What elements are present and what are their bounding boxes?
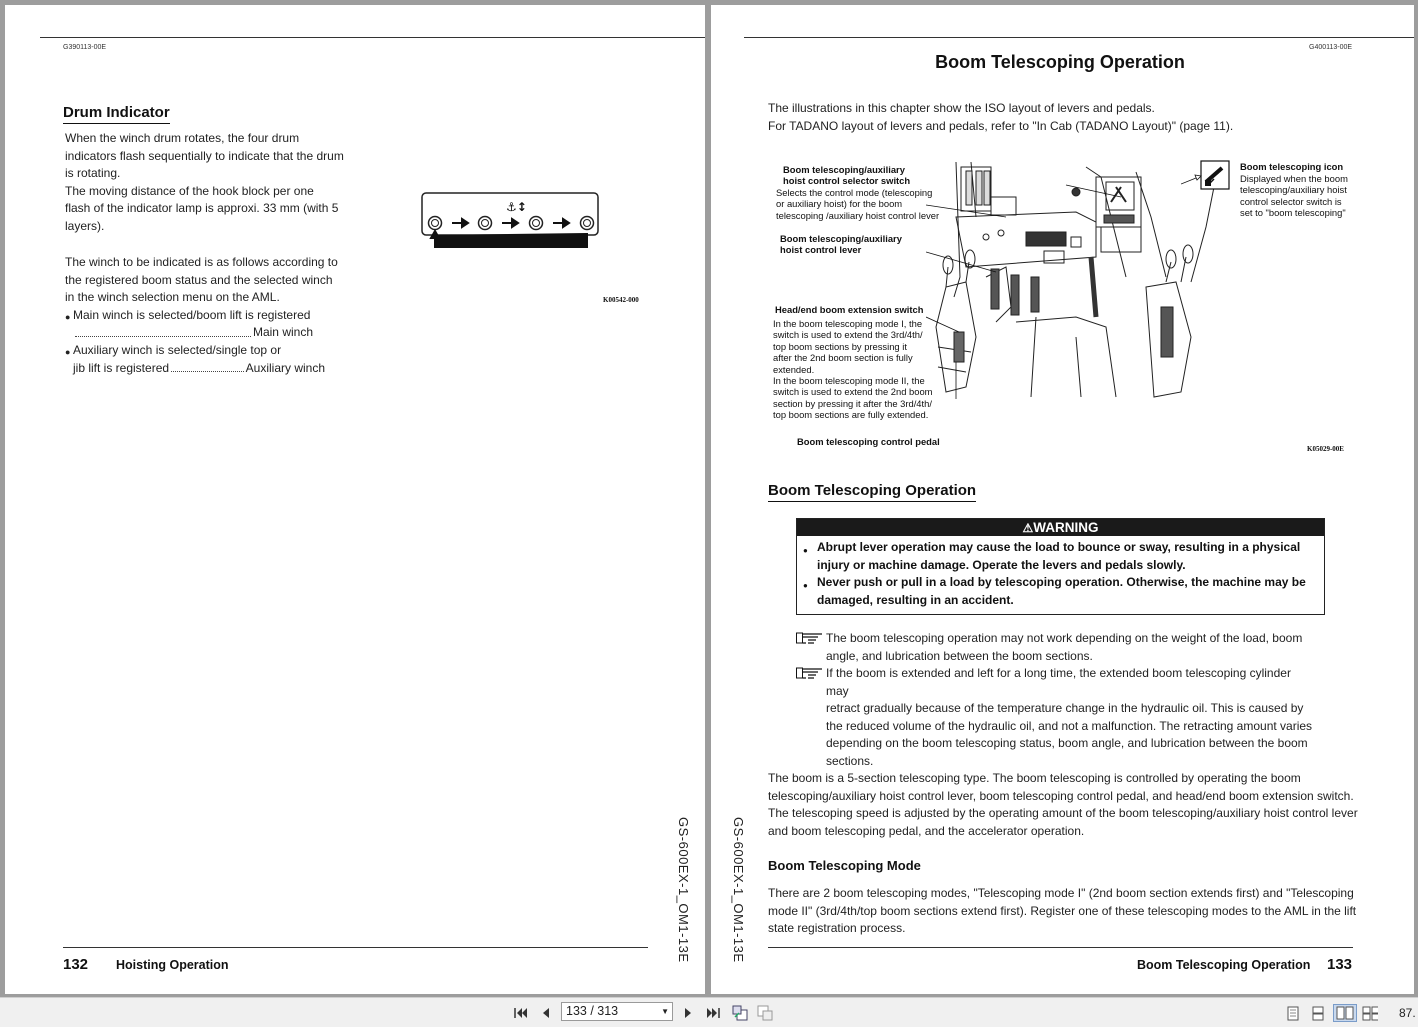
side-doc-label: GS-600EX-1_OM1-13E [731, 817, 746, 963]
list-item: ● Main winch is selected/boom lift is registered Main winch [65, 307, 313, 340]
page-number: 132 [63, 956, 89, 973]
continuous-facing-icon [1362, 1006, 1378, 1021]
text-line: the registered boom status and the selected winch [65, 272, 333, 287]
text-line: flash of the indicator lamp is approxi. 33 mm (with 5 [65, 201, 339, 216]
continuous-view-button[interactable] [1310, 1005, 1326, 1021]
callout-extension-switch: Head/end boom extension switch [775, 304, 924, 315]
next-page-button[interactable] [680, 1005, 696, 1021]
facing-view-button[interactable] [1333, 1004, 1357, 1022]
cab-illustration [926, 157, 1226, 399]
text-line: The moving distance of the hook block per one [65, 183, 314, 198]
text-line: When the winch drum rotates, the four drum [65, 131, 300, 145]
callout-selector-switch: Boom telescoping/auxiliary hoist control selector switch [783, 164, 911, 187]
pointing-hand-icon [796, 667, 824, 680]
doc-code: G390113-00E [63, 44, 107, 51]
footer-rule [63, 947, 648, 948]
previous-page-icon [541, 1007, 551, 1019]
single-page-view-button[interactable] [1285, 1005, 1301, 1021]
text-line: The winch to be indicated is as follows according to [65, 255, 338, 269]
subheading: Boom Telescoping Mode [768, 858, 921, 873]
previous-page-button[interactable] [538, 1005, 554, 1021]
pointing-hand-icon [796, 632, 824, 645]
previous-view-icon [732, 1005, 748, 1021]
section-title: Boom Telescoping Operation [768, 482, 976, 502]
viewer-toolbar [0, 997, 1418, 1027]
last-page-button[interactable] [705, 1005, 721, 1021]
text-line: is rotating. [65, 166, 121, 181]
doc-code: G400113-00E [1309, 44, 1353, 51]
note-item: If the boom is extended and left for a long time, the extended boom telescoping cylinder may retract gradually because of the temperature change in the hydraulic oil. This is caused by the reduced volume of the hydraulic oil, and not a malfunction. The retracting amount varies depending on the boom telescoping status, boom angle, and lubrication between the boom sections. [796, 665, 1316, 771]
mode-description: There are 2 boom telescoping modes, "Telescoping mode I" (2nd boom section extends first) and "Telescoping mode II" (3rd/4th/top boom sections extend first). Register one of these telescoping modes to the AML in the lift state registration process. [768, 886, 1357, 936]
note-item: The boom telescoping operation may not work depending on the weight of the load, boom angle, and lubrication between the boom sections. [796, 630, 1316, 665]
text-line: in the winch selection menu on the AML. [65, 290, 280, 305]
page-title: Boom Telescoping Operation [935, 52, 1185, 72]
text-line: layers). [65, 218, 105, 233]
first-page-icon [514, 1007, 528, 1019]
callout-extension-desc: In the boom telescoping mode I, the switch is used to extend the 3rd/4th/ top boom sections by pressing it after the 2nd boom section is fully extended. In the boom telescoping mode II, the switch is used to extend the 2nd boom section by pressing it after the 3rd/4th/ top boom sections are fully extended. [773, 318, 933, 421]
warning-item: ● Abrupt lever operation may cause the load to bounce or sway, resulting in a physical injury or machine damage. Operate the levers and pedals slowly. [803, 540, 1301, 572]
callout-selector-desc: Selects the control mode (telescoping or auxiliary hoist) for the boom telescoping /auxiliary hoist control lever [776, 187, 940, 221]
warning-item: ● Never push or pull in a load by telescoping operation. Otherwise, the machine may be damaged, resulting in an accident. [803, 575, 1306, 607]
warning-box [796, 518, 1325, 615]
boom-description: The boom is a 5-section telescoping type. The boom telescoping is controlled by operating the boom telescoping/auxiliary hoist control lever, boom telescoping control pedal, and head/end boom extension switch. The telescoping speed is adjusted by the operating amount of the boom telescoping/auxiliary hoist control lever and boom telescoping pedal, and the accelerator operation. [768, 771, 1358, 838]
continuous-facing-view-button[interactable] [1362, 1005, 1378, 1021]
callout-icon-desc: Displayed when the boom telescoping/auxiliary hoist control selector switch is set to "boom telescoping" [1240, 173, 1348, 219]
zoom-level[interactable]: 87. [1399, 1006, 1416, 1020]
previous-view-button[interactable] [732, 1005, 748, 1021]
section-title: Drum Indicator [63, 104, 170, 124]
boom-telescoping-icon [1200, 160, 1230, 190]
next-page-icon [683, 1007, 693, 1019]
left-page [5, 5, 705, 994]
side-doc-label: GS-600EX-1_OM1-13E [676, 817, 691, 963]
page-number: 133 [1327, 956, 1353, 973]
footer-rule [768, 947, 1353, 948]
page-number-select[interactable]: 133 / 313 ▼ [561, 1002, 673, 1021]
right-page [711, 5, 1414, 994]
facing-pages-icon [1336, 1006, 1354, 1020]
next-view-icon [757, 1005, 773, 1021]
text-line: indicators flash sequentially to indicate that the drum [65, 148, 344, 163]
list-item: ● Auxiliary winch is selected/single top or jib lift is registered Auxiliary winch [65, 342, 325, 375]
svg-text:⚓↕: ⚓↕ [506, 200, 527, 214]
continuous-page-icon [1312, 1006, 1324, 1021]
callout-control-pedal: Boom telescoping control pedal [797, 436, 940, 447]
footer-title: Hoisting Operation [116, 958, 229, 972]
figure-code: K05029-00E [1307, 445, 1344, 453]
figure-code: K00542-000 [603, 296, 639, 304]
single-page-icon [1287, 1006, 1299, 1021]
next-view-button[interactable] [757, 1005, 773, 1021]
winch-text [65, 254, 355, 377]
intro-text: The illustrations in this chapter show the ISO layout of levers and pedals. For TADANO layout of levers and pedals, refer to "In Cab (TADANO Layout)" (page 11). [768, 101, 1234, 133]
callout-telescoping-icon: Boom telescoping icon [1240, 161, 1344, 172]
footer-title: Boom Telescoping Operation [1137, 958, 1311, 972]
last-page-icon [706, 1007, 720, 1019]
drum-indicator-diagram [420, 191, 602, 253]
callout-control-lever: Boom telescoping/auxiliary hoist control lever [780, 233, 902, 256]
warning-header: ⚠WARNING [797, 519, 1324, 536]
first-page-button[interactable] [513, 1005, 529, 1021]
chevron-down-icon: ▼ [661, 1007, 669, 1016]
header-rule [40, 37, 705, 38]
drum-indicator-text [65, 130, 355, 236]
header-rule [744, 37, 1414, 38]
warning-triangle-icon: ⚠ [1022, 521, 1034, 535]
